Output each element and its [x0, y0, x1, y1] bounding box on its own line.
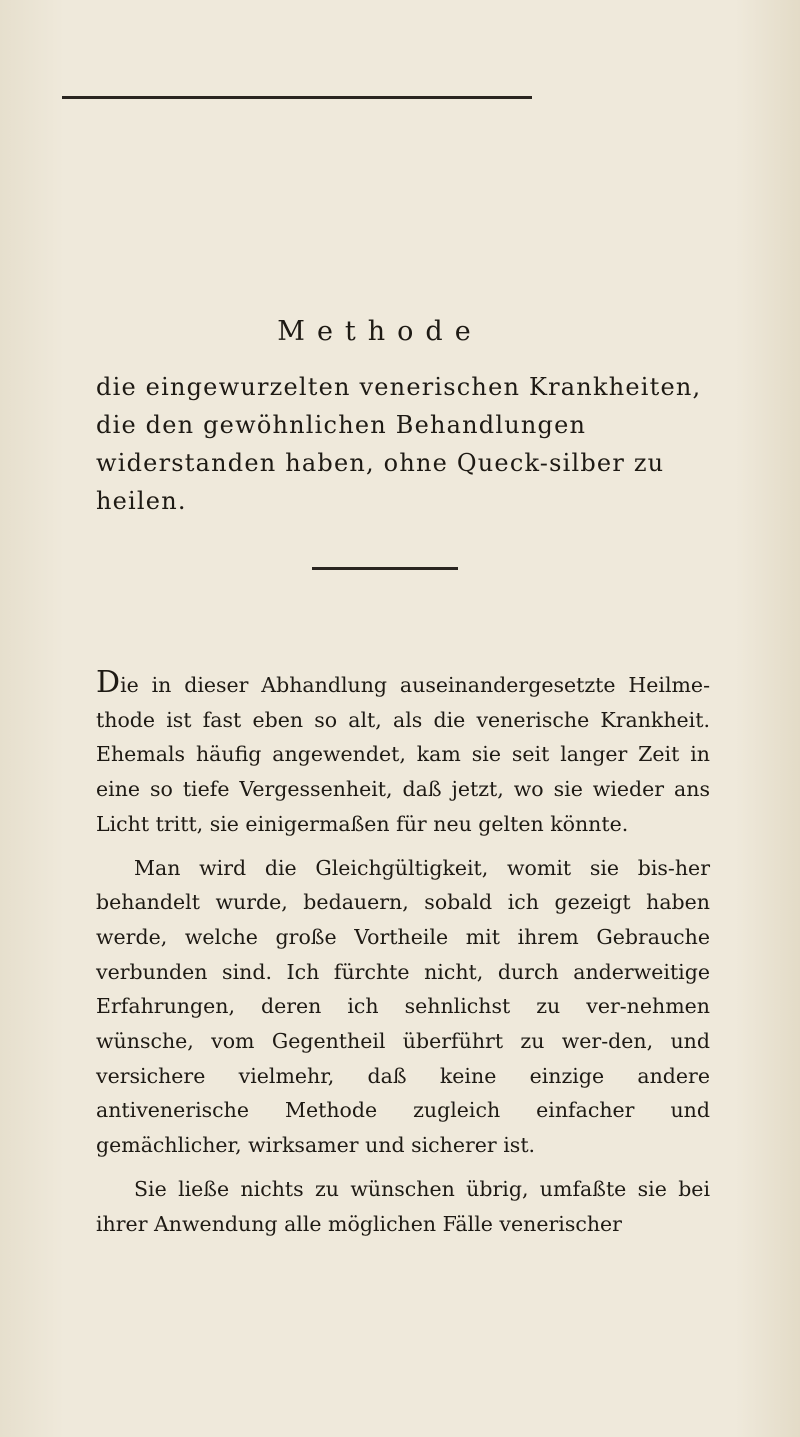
- paragraph-2: Man wird die Gleichgültigkeit, womit sie bis-her behandelt wurde, bedauern, sobald ich gezeigt haben werde, welche große Vortheile mit ihrem Gebrauche verbunden sind. Ich fürchte nicht, durch anderweitige Erfahrungen, deren ich sehnlichst zu ver-nehmen wünsche, vom Gegentheil überführt zu wer-den, und versichere vielmehr, daß keine einzige andere antivenerische Methode zugleich einfacher und gemächlicher, wirksamer und sicherer ist.: [96, 855, 710, 1158]
- top-rule: [62, 96, 532, 99]
- body-text: [96, 665, 710, 1241]
- page-subtitle: die eingewurzelten venerischen Krankheiten, die den gewöhnlichen Behandlungen widerstanden haben, ohne Queck-silber zu heilen.: [96, 373, 702, 515]
- paragraph-3: Sie ließe nichts zu wünschen übrig, umfaßte sie bei ihrer Anwendung alle möglichen Fälle venerischer: [96, 1176, 710, 1236]
- section-divider: [312, 567, 458, 570]
- page-title: Methode: [277, 316, 483, 347]
- paragraph-1-text: ie in dieser Abhandlung auseinandergesetzte Heilme-thode ist fast eben so alt, als die venerische Krankheit. Ehemals häufig angewendet, kam sie seit langer Zeit in eine so tiefe Vergessenheit, daß jetzt, wo sie wieder ans Licht tritt, sie einigermaßen für neu gelten könnte.: [96, 673, 710, 836]
- drop-cap: D: [96, 665, 121, 700]
- paragraph-1: [96, 665, 710, 842]
